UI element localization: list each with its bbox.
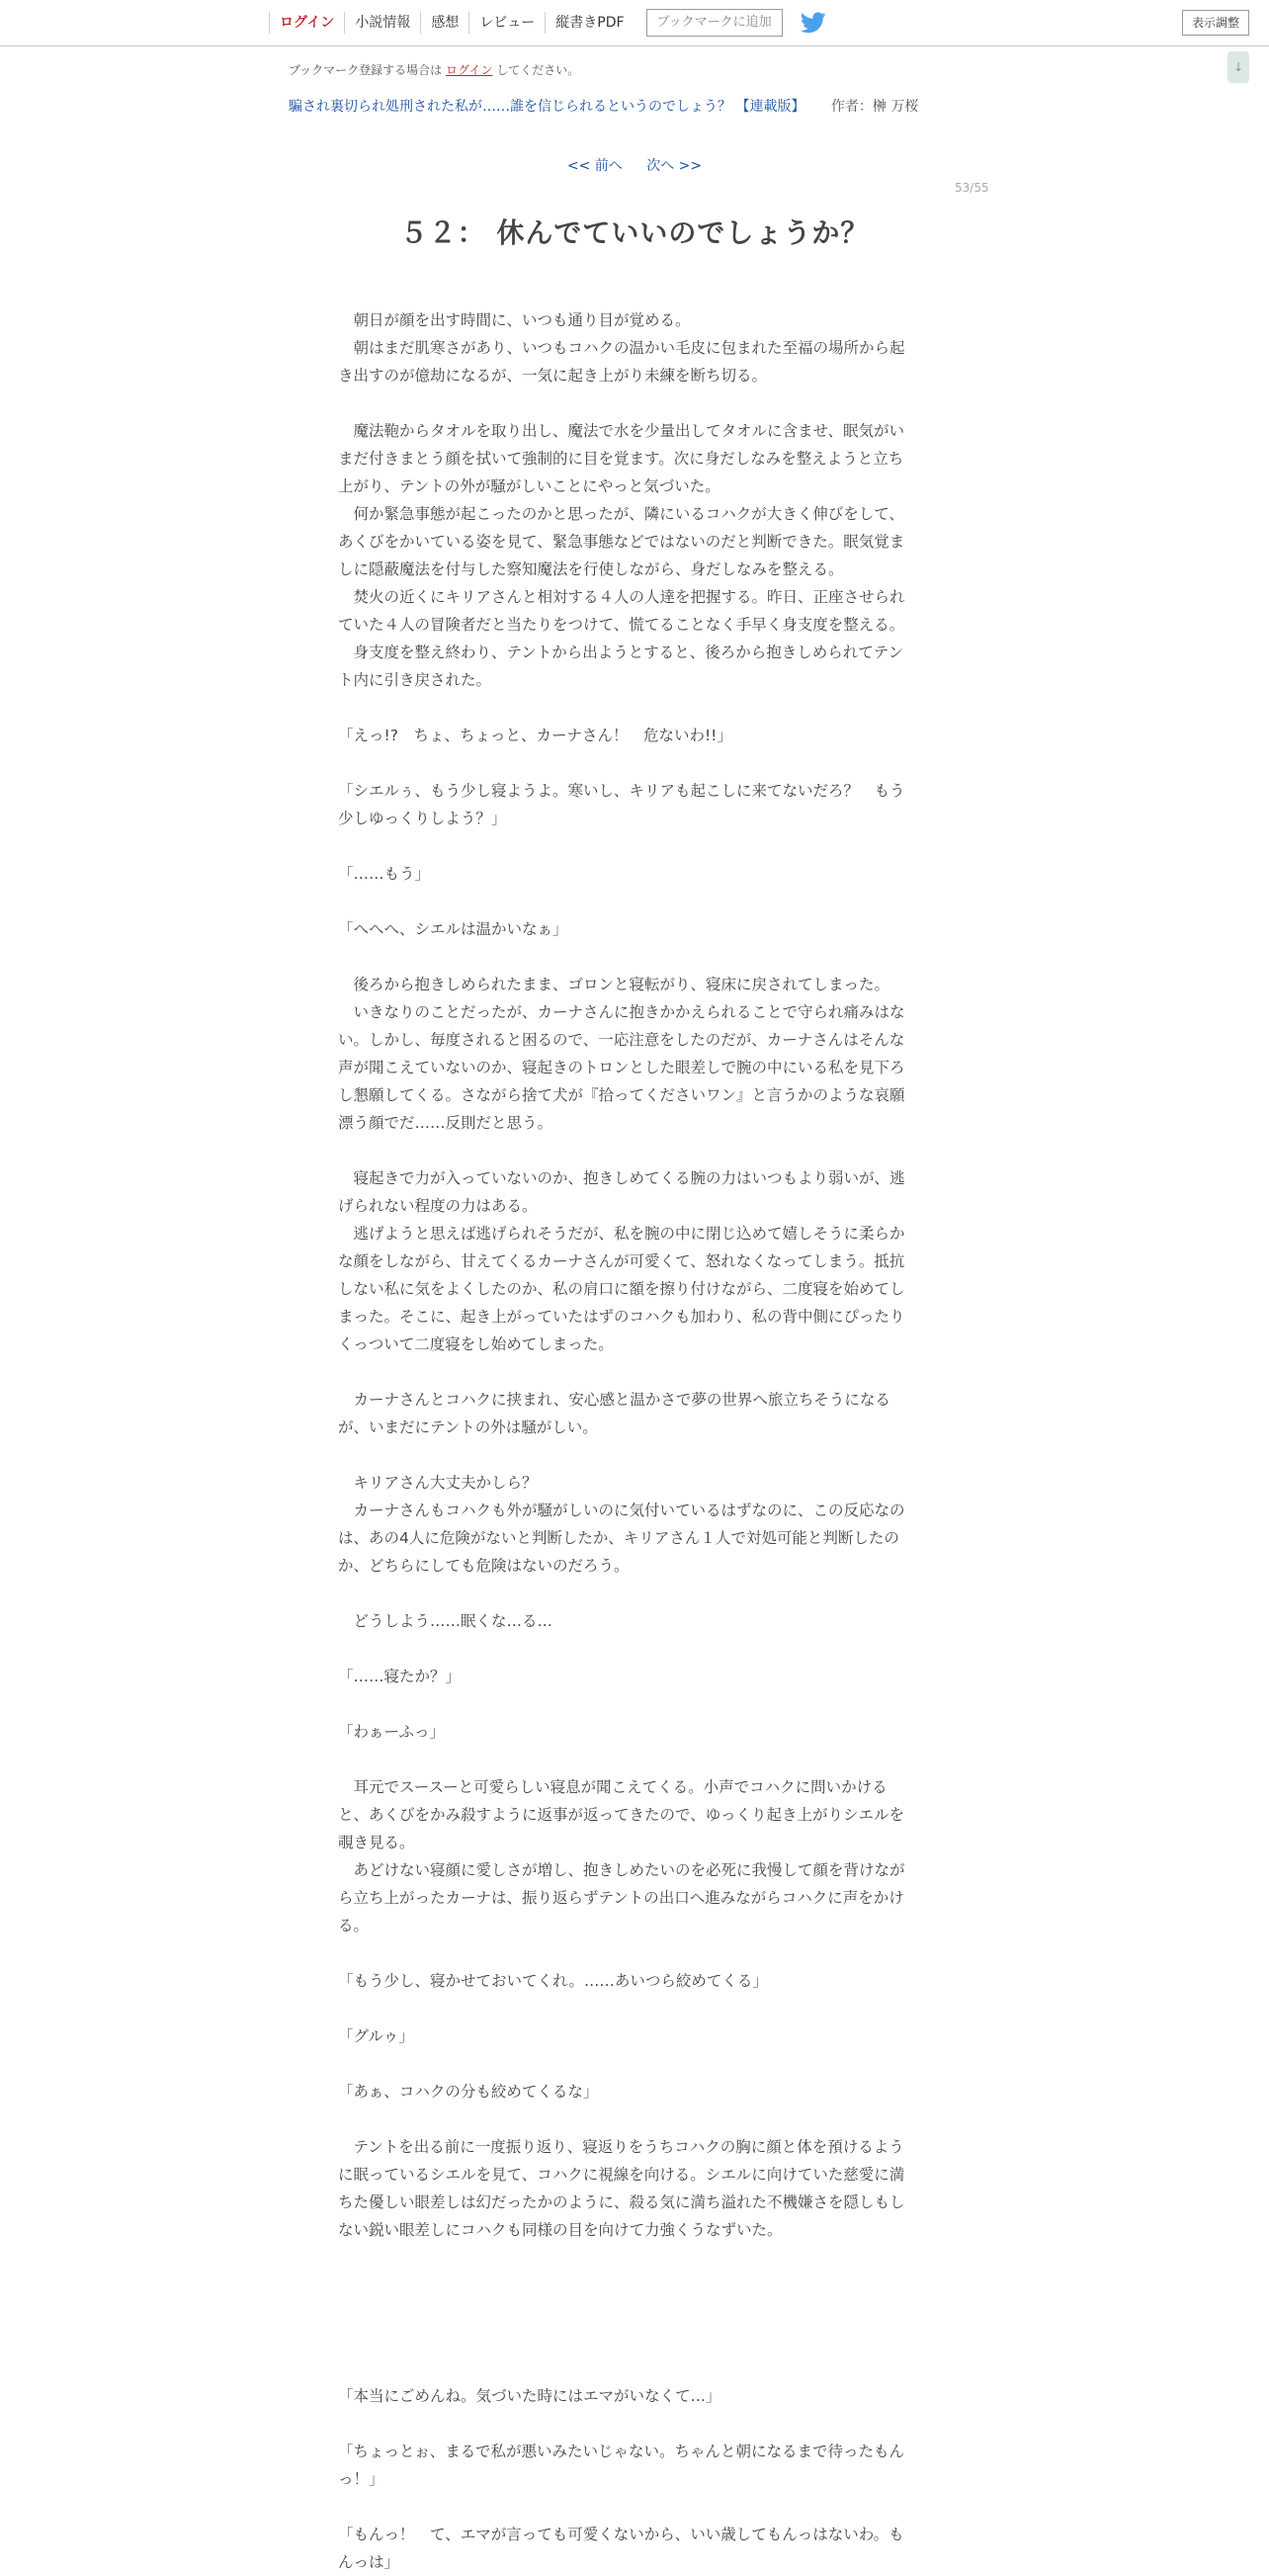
body-line: げられない程度の力はある。 [338, 1197, 538, 1215]
body-line [338, 1441, 929, 1469]
body-line: 耳元でスースーと可愛らしい寝息が聞こえてくる。小声でコハクに問いかける [338, 1778, 888, 1796]
body-line: 「本当にごめんね。気づいた時にはエマがいなくて…」 [338, 2387, 721, 2405]
body-line: が、いまだにテントの外は騒がしい。 [338, 1418, 598, 1436]
body-line [338, 832, 929, 860]
body-line [338, 1995, 929, 2022]
body-line: んっは」 [338, 2553, 400, 2571]
body-line: き出すのが億劫になるが、一気に起き上がり未練を断ち切る。 [338, 367, 768, 385]
body-line: か、どちらにしても危険はないのだろう。 [338, 1557, 630, 1575]
body-line [338, 1137, 929, 1164]
body-line: しない私に気をよくしたのか、私の肩口に額を擦り付けながら、二度寝を始めてし [338, 1280, 905, 1298]
body-line [338, 2355, 929, 2382]
body-line: 朝日が顔を出す時間に、いつも通り目が覚める。 [338, 311, 691, 329]
top-bar [0, 0, 1269, 46]
novel-body [338, 306, 929, 2576]
body-line: ていた４人の冒険者だと当たりをつけて、慌てることなく手早く身支度を整える。 [338, 616, 905, 634]
body-line: 「……もう」 [338, 865, 431, 883]
body-line: どうしよう……眠くな…る… [338, 1612, 553, 1630]
body-line [338, 2050, 929, 2078]
body-line: あくびをかいている姿を見て、緊急事態などではないのだと判断できた。眠気覚ま [338, 533, 905, 551]
body-line: 朝はまだ肌寒さがあり、いつもコハクの温かい毛皮に包まれた至福の場所から起 [338, 339, 905, 357]
scroll-down-button[interactable]: ↓ [1227, 51, 1249, 83]
body-line: あどけない寝顔に愛しさが増し、抱きしめたいのを必死に我慢して顔を背けなが [338, 1861, 905, 1879]
body-line: しに隠蔽魔法を付与した察知魔法を行使しながら、身だしなみを整える。 [338, 560, 844, 578]
author-label: 作者：榊 万桜 [830, 99, 919, 115]
body-line [338, 1690, 929, 1718]
body-line [338, 1939, 929, 1967]
body-line: 少しゆっくりしよう？」 [338, 810, 507, 827]
body-line: 「もんっ！ て、エマが言っても可愛くないから、いい歳してもんっはないわ。も [338, 2526, 904, 2543]
body-line [338, 2327, 929, 2355]
body-line: 「ちょっとぉ、まるで私が悪いみたいじゃない。ちゃんと朝になるまで待ったもん [338, 2443, 905, 2460]
body-line: ら立ち上がったカーナは、振り返らずテントの出口へ進みながらコハクに声をかけ [338, 1889, 904, 1907]
series-title-link[interactable]: 騙され裏切られ処刑された私が……誰を信じられるというのでしょう？ 【連載版】 [289, 99, 805, 115]
body-line: い。しかし、毎度されると困るので、一応注意をしたのだが、カーナさんはそんな [338, 1031, 905, 1049]
body-line: 覗き見る。 [338, 1834, 415, 1851]
body-line: 「シエルぅ、もう少し寝ようよ。寒いし、キリアも起こしに来てないだろ？ もう [338, 782, 905, 800]
body-line: 「へへへ、シエルは温かいなぁ」 [338, 920, 568, 938]
body-line: ない鋭い眼差しにコハクも同様の目を向けて力強くうなずいた。 [338, 2221, 783, 2239]
impression-link[interactable]: 感想 [420, 12, 468, 34]
body-line: キリアさん大丈夫かしら？ [338, 1474, 538, 1492]
login-link[interactable]: ログイン [269, 12, 344, 34]
body-line [338, 1580, 929, 1607]
body-line: し懇願してくる。さながら捨て犬が『拾ってくださいワン』と言うかのような哀願 [338, 1086, 905, 1104]
body-line: 「えっ!? ちょ、ちょっと、カーナさん！ 危ないわ!!」 [338, 727, 732, 744]
novel-info-link[interactable]: 小説情報 [344, 12, 420, 34]
body-line [338, 2410, 929, 2438]
body-line [338, 694, 929, 722]
bookmark-notice [289, 61, 579, 78]
body-line: くっついて二度寝をし始めてしまった。 [338, 1335, 614, 1353]
body-line: 身支度を整え終わり、テントから出ようとすると、後ろから抱きしめられてテン [338, 644, 903, 661]
body-line: っ！」 [338, 2470, 384, 2488]
body-line: 「あぁ、コハクの分も絞めてくるな」 [338, 2083, 599, 2101]
body-line: まった。そこに、起き上がっていたはずのコハクも加わり、私の背中側にぴったり [338, 1308, 905, 1326]
body-line: 漂う顔でだ……反則だと思う。 [338, 1114, 553, 1132]
notice-text-after: してください。 [496, 63, 580, 77]
body-line: ト内に引き戻された。 [338, 671, 492, 689]
next-page-link[interactable]: 次へ >> [646, 158, 703, 174]
body-line: は、あの4人に危険がないと判断したか、キリアさん１人で対処可能と判断したの [338, 1529, 899, 1547]
body-line: に眠っているシエルを見て、コハクに視線を向ける。シエルに向けていた慈愛に満 [338, 2166, 905, 2184]
vertical-pdf-link[interactable]: 縦書きPDF [545, 12, 634, 34]
body-line [338, 2244, 929, 2272]
body-line [338, 2299, 929, 2327]
body-line: 「グルゥ」 [338, 2027, 414, 2045]
prev-page-link[interactable]: << 前へ [566, 158, 623, 174]
page-counter: 53/55 [955, 181, 989, 195]
series-header [289, 96, 918, 116]
body-line [338, 1635, 929, 1663]
twitter-icon[interactable] [801, 12, 826, 34]
body-line: と、あくびをかみ殺すように返事が返ってきたので、ゆっくり起き上がりシエルを [338, 1806, 905, 1824]
body-line [338, 2272, 929, 2299]
body-line: な顔をしながら、甘えてくるカーナさんが可愛くて、怒れなくなってしまう。抵抗 [338, 1252, 905, 1270]
body-line [338, 1358, 929, 1386]
notice-login-link[interactable]: ログイン [446, 63, 493, 77]
body-line: 逃げようと思えば逃げられそうだが、私を腕の中に閉じ込めて嬉しそうに柔らか [338, 1225, 905, 1243]
body-line [338, 2493, 929, 2521]
body-line: 後ろから抱きしめられたまま、ゴロンと寝転がり、寝床に戻されてしまった。 [338, 976, 890, 993]
body-line: 声が聞こえていないのか、寝起きのトロンとした眼差しで腕の中にいる私を見下ろ [338, 1059, 905, 1076]
twitter-icon-glyph [801, 12, 826, 34]
add-bookmark-button[interactable]: ブックマークに追加 [646, 9, 783, 37]
body-line: カーナさんもコハクも外が騒がしいのに気付いているはずなのに、この反応なの [338, 1502, 905, 1519]
body-line: カーナさんとコハクに挟まれ、安心感と温かさで夢の世界へ旅立ちそうになる [338, 1391, 890, 1409]
body-line: いきなりのことだったが、カーナさんに抱きかかえられることで守られ痛みはな [338, 1003, 905, 1021]
chapter-title: ５２： 休んでていいのでしょうか？ [399, 216, 870, 249]
body-line [338, 888, 929, 915]
body-line: 焚火の近くにキリアさんと相対する４人の人達を把握する。昨日、正座させられ [338, 588, 905, 606]
display-settings-button[interactable]: 表示調整 [1182, 10, 1249, 36]
body-line: 寝起きで力が入っていないのか、抱きしめてくる腕の力はいつもより弱いが、逃 [338, 1169, 905, 1187]
body-line: 何か緊急事態が起こったのかと思ったが、隣にいるコハクが大きく伸びをして、 [338, 505, 904, 523]
review-link[interactable]: レビュー [468, 12, 545, 34]
body-line: まだ付きまとう顔を拭いて強制的に目を覚ます。次に身だしなみを整えようと立ち [338, 450, 904, 468]
body-line: る。 [338, 1917, 370, 1934]
body-line: テントを出る前に一度振り返り、寝返りをうちコハクの胸に顔と体を預けるよう [338, 2138, 904, 2156]
body-line: ちた優しい眼差しは幻だったかのように、殺る気に満ち溢れた不機嫌さを隠しもし [338, 2193, 905, 2211]
body-line [338, 389, 929, 417]
body-line: 「もう少し、寝かせておいてくれ。……あいつら絞めてくる」 [338, 1972, 768, 1990]
body-line [338, 749, 929, 777]
body-line: 魔法鞄からタオルを取り出し、魔法で水を少量出してタオルに含ませ、眠気がい [338, 422, 905, 440]
body-line [338, 2105, 929, 2133]
pager [0, 155, 1269, 175]
main-nav [269, 0, 826, 45]
body-line [338, 1746, 929, 1773]
body-line: 「……寝たか？」 [338, 1668, 462, 1685]
body-line: 「わぁーふっ」 [338, 1723, 446, 1741]
body-line [338, 943, 929, 971]
body-line: 上がり、テントの外が騒がしいことにやっと気づいた。 [338, 477, 720, 495]
notice-text-before: ブックマーク登録する場合は [289, 63, 443, 77]
